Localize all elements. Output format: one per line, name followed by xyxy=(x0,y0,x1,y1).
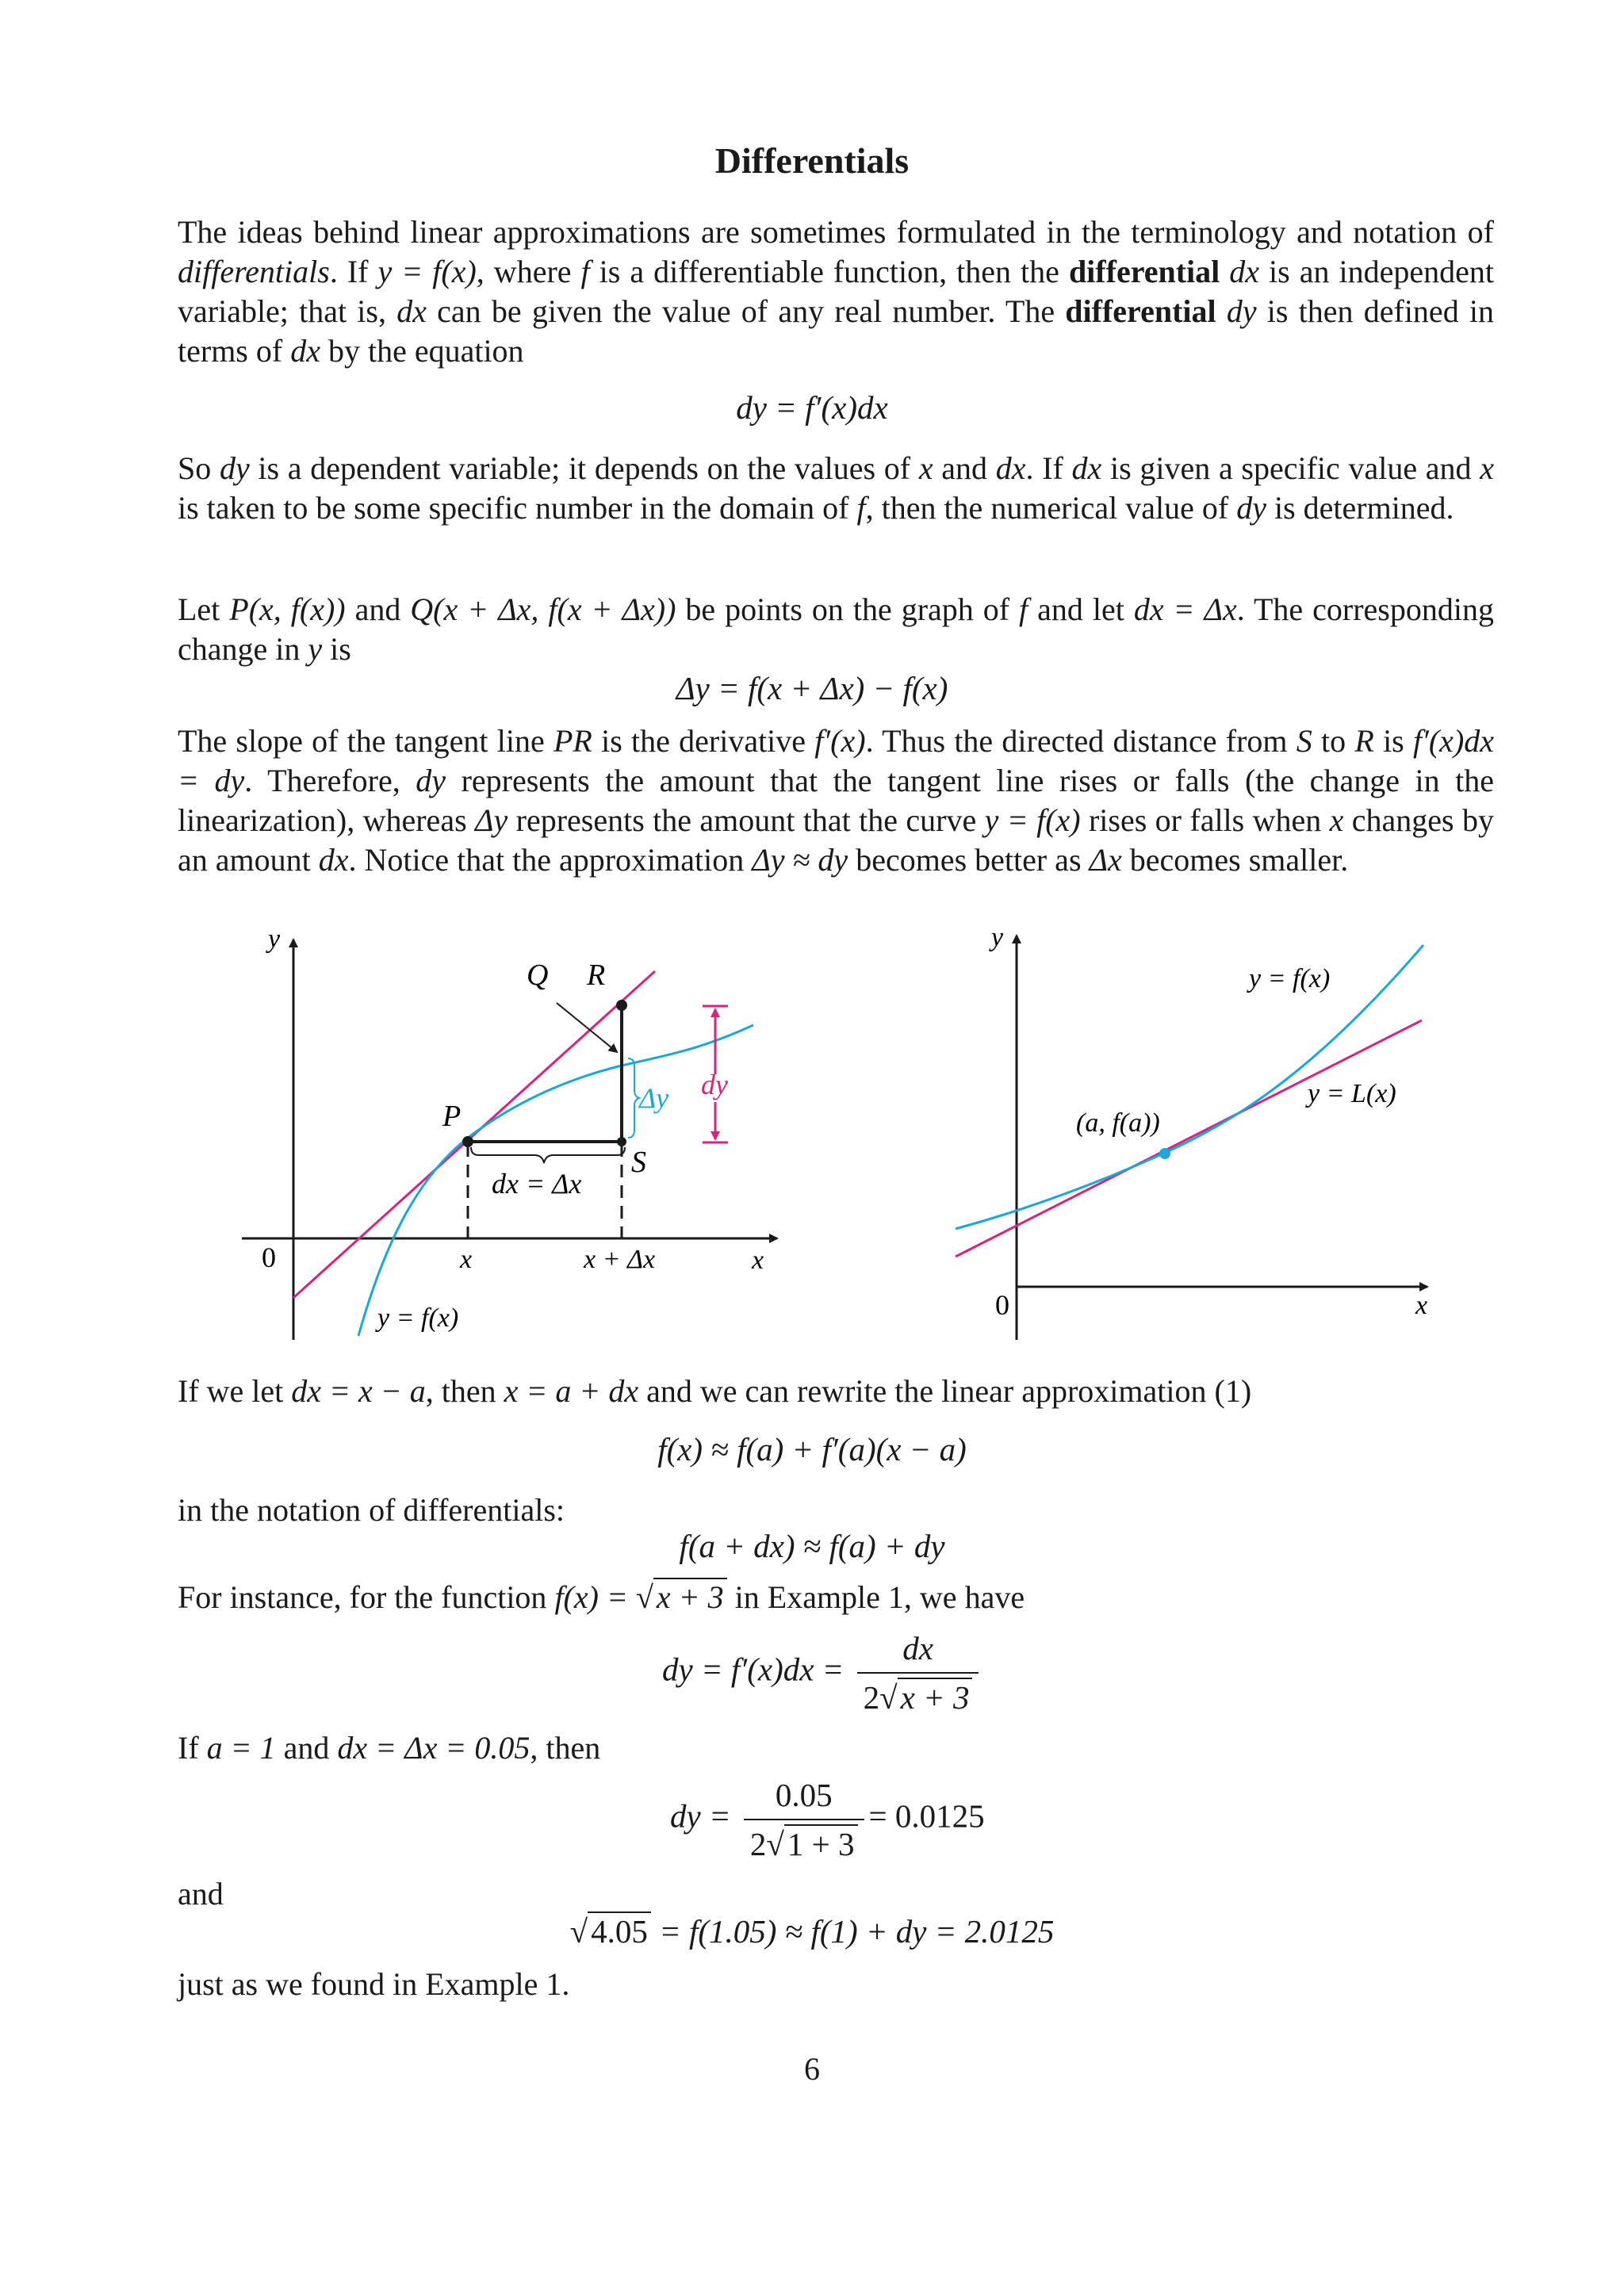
text: . If xyxy=(329,254,378,289)
math: a = 1 xyxy=(206,1730,276,1766)
page-title: Differentials xyxy=(714,140,910,181)
point-label: (a, f(a)) xyxy=(1076,1108,1160,1138)
paragraph-notation: in the notation of differentials: xyxy=(178,1492,565,1528)
text: For instance, for the function xyxy=(178,1579,555,1615)
paragraph-instance xyxy=(178,1578,1494,1617)
math-radicand: x + 3 xyxy=(898,1678,973,1716)
emph-text: differentials xyxy=(178,254,330,289)
text: The ideas behind linear approximations are sometimes formulated in the terminology and notation of xyxy=(178,214,1494,250)
x-axis-label: x xyxy=(752,1246,764,1275)
sqrt-sign: √ xyxy=(879,1679,898,1716)
math: dx xyxy=(995,450,1026,486)
figure-differentials-graph xyxy=(230,924,801,1352)
point-r xyxy=(616,1000,627,1011)
equation-sqrt-approx xyxy=(0,1912,1624,1950)
page-number: 6 xyxy=(804,2051,820,2087)
paragraph-intro xyxy=(178,212,1494,371)
denominator xyxy=(857,1674,979,1716)
math: dx xyxy=(1071,450,1102,486)
math: S xyxy=(1296,723,1312,759)
q-pointer-arrow xyxy=(557,1003,617,1052)
label-q: Q xyxy=(527,959,549,992)
math: f(x) ≈ f(a) + f′(a)(x − a) xyxy=(657,1431,967,1468)
point-s xyxy=(617,1137,626,1146)
label-delta-y: Δy xyxy=(639,1082,669,1114)
math: dx xyxy=(902,1630,933,1667)
text: Let xyxy=(178,591,230,627)
math: Δy xyxy=(475,802,508,838)
math: dx xyxy=(290,333,320,369)
math: dx = Δx = 0.05 xyxy=(337,1730,530,1766)
text: becomes better as xyxy=(848,842,1090,878)
text: and let xyxy=(1028,591,1134,627)
text: in Example 1, we have xyxy=(726,1579,1025,1615)
math: = f(1.05) ≈ f(1) + dy = 2.0125 xyxy=(650,1913,1055,1950)
text: can be given the value of any real number. The xyxy=(426,293,1066,329)
text: represents the amount that the tangent line rises or falls (the change in the linearization), whereas xyxy=(178,763,1494,838)
text: represents the amount that the curve xyxy=(508,802,985,838)
figure-linearization-graph xyxy=(940,924,1447,1344)
text: and xyxy=(275,1730,338,1766)
math: dx xyxy=(1220,254,1260,289)
math: Δy = f(x + Δx) − f(x) xyxy=(676,670,948,706)
math: R xyxy=(1354,723,1374,759)
math: f′(x)dx = dy xyxy=(178,723,1495,798)
fraction xyxy=(857,1629,979,1716)
text: is xyxy=(1373,723,1413,759)
paragraph-conclusion: just as we found in Example 1. xyxy=(178,1966,570,2002)
text: . Therefore, xyxy=(244,763,416,798)
denominator xyxy=(744,1820,864,1863)
paragraph-and: and xyxy=(178,1876,224,1911)
text: , then the numerical value of xyxy=(865,490,1237,526)
text: is then defined in terms of xyxy=(178,293,1495,369)
y-axis-label: y xyxy=(268,924,281,954)
tick-x-plus-dx: x + Δx xyxy=(584,1245,656,1274)
label-s: S xyxy=(631,1146,646,1179)
text: and we can rewrite the linear approximation (1) xyxy=(638,1373,1252,1409)
math: dy = xyxy=(670,1797,739,1835)
text: , then xyxy=(425,1373,504,1409)
sqrt-sign: √ xyxy=(635,1579,653,1615)
math: = 0.0125 xyxy=(868,1797,985,1835)
text: is determined. xyxy=(1266,490,1454,526)
linearization-line xyxy=(956,1020,1422,1257)
math: Δx xyxy=(1089,842,1122,878)
equation-dy xyxy=(0,388,1624,427)
math: dx = Δx xyxy=(1133,591,1237,627)
equation-linear-approx xyxy=(0,1430,1624,1468)
text: to xyxy=(1312,723,1355,759)
brace-dx xyxy=(471,1147,625,1163)
text: . Thus the directed distance from xyxy=(865,723,1297,759)
math: dy xyxy=(1216,293,1257,329)
math: f xyxy=(856,490,866,526)
math: dx xyxy=(396,293,427,329)
label-r: R xyxy=(587,959,606,992)
text: is given a specific value and xyxy=(1101,450,1480,486)
equation-dy-fraction xyxy=(662,1629,983,1716)
text: . The corresponding change in xyxy=(178,591,1494,667)
math: f xyxy=(580,254,590,289)
equation-dy-value xyxy=(670,1776,985,1863)
math: f xyxy=(1019,591,1028,627)
math-radicand: 1 + 3 xyxy=(784,1824,858,1862)
math: dx xyxy=(318,842,349,878)
text: is xyxy=(322,631,351,667)
label-dx-eq: dx = Δx xyxy=(492,1168,582,1200)
fraction xyxy=(744,1776,864,1863)
math: y = f(x) xyxy=(377,254,477,289)
text: becomes smaller. xyxy=(1121,842,1349,878)
text: and xyxy=(933,450,996,486)
math-radicand: x + 3 xyxy=(653,1578,727,1615)
math: dy xyxy=(416,763,446,798)
math: x xyxy=(1480,450,1495,486)
label-p: P xyxy=(442,1100,462,1133)
text: , where xyxy=(476,254,581,289)
paragraph-rewrite xyxy=(178,1372,1494,1411)
paragraph-points xyxy=(178,590,1494,669)
dy-label: dy xyxy=(701,1069,728,1100)
numerator xyxy=(744,1776,864,1820)
text: be points on the graph of xyxy=(676,591,1020,627)
text: changes by an amount xyxy=(178,802,1494,878)
math: 2 xyxy=(863,1679,880,1716)
equation-delta-y xyxy=(0,669,1624,707)
text: and xyxy=(345,591,411,627)
math: dy = f′(x)dx xyxy=(736,389,888,426)
text: is taken to be some specific number in the domain of xyxy=(178,490,857,526)
math: dy = f′(x)dx = xyxy=(662,1651,852,1688)
math: dx = x − a xyxy=(291,1373,426,1409)
text: If xyxy=(178,1730,207,1766)
text: So xyxy=(178,450,220,486)
math: x = a + dx xyxy=(504,1373,639,1409)
numerator xyxy=(857,1629,979,1674)
x-axis-label: x xyxy=(1415,1291,1428,1320)
paragraph-values xyxy=(178,1728,1494,1768)
equation-differential-approx xyxy=(0,1527,1624,1565)
y-axis-label: y xyxy=(991,924,1004,952)
math: dy xyxy=(219,450,250,486)
text: The slope of the tangent line xyxy=(178,723,553,759)
sqrt-sign: √ xyxy=(766,1826,784,1862)
math: P(x, f(x)) xyxy=(229,591,346,627)
math: y xyxy=(308,631,323,667)
math: Δy ≈ dy xyxy=(752,842,848,878)
math: 2 xyxy=(749,1826,767,1862)
text: . If xyxy=(1025,450,1072,486)
text: is a differentiable function, then the xyxy=(589,254,1069,289)
brace-delta-y xyxy=(628,1058,639,1138)
math: f(x) = xyxy=(554,1579,636,1615)
math: Q(x + Δx, f(x + Δx)) xyxy=(410,591,676,627)
text: is a dependent variable; it depends on the values of xyxy=(249,450,919,486)
tangent-point xyxy=(1159,1148,1170,1159)
math: f(a + dx) ≈ f(a) + dy xyxy=(679,1528,945,1564)
math: 0.05 xyxy=(775,1777,833,1813)
text: If we let xyxy=(178,1373,292,1409)
text: by the equation xyxy=(320,333,524,369)
tick-x: x xyxy=(460,1245,473,1274)
math: x xyxy=(1329,802,1344,838)
text: is an independent variable; that is, xyxy=(178,254,1495,329)
text: , then xyxy=(530,1730,601,1766)
math: dy xyxy=(1236,490,1266,526)
paragraph-slope xyxy=(178,721,1494,880)
text: rises or falls when xyxy=(1080,802,1330,838)
text: . Notice that the approximation xyxy=(348,842,753,878)
paragraph-dependent xyxy=(178,449,1494,528)
point-p xyxy=(462,1136,473,1147)
origin-label: 0 xyxy=(262,1242,276,1273)
math-radicand: 4.05 xyxy=(588,1911,651,1950)
math: f′(x) xyxy=(814,723,866,759)
line-label: y = L(x) xyxy=(1308,1079,1396,1108)
curve-label: y = f(x) xyxy=(377,1303,459,1333)
curve-label: y = f(x) xyxy=(1249,964,1331,993)
text: is the derivative xyxy=(592,723,815,759)
bold-term: differential xyxy=(1068,254,1220,289)
sqrt-sign: √ xyxy=(569,1913,588,1950)
bold-term: differential xyxy=(1065,293,1216,329)
math: y = f(x) xyxy=(984,802,1081,838)
math: PR xyxy=(553,723,592,759)
math: x xyxy=(918,450,933,486)
origin-label: 0 xyxy=(995,1289,1009,1321)
